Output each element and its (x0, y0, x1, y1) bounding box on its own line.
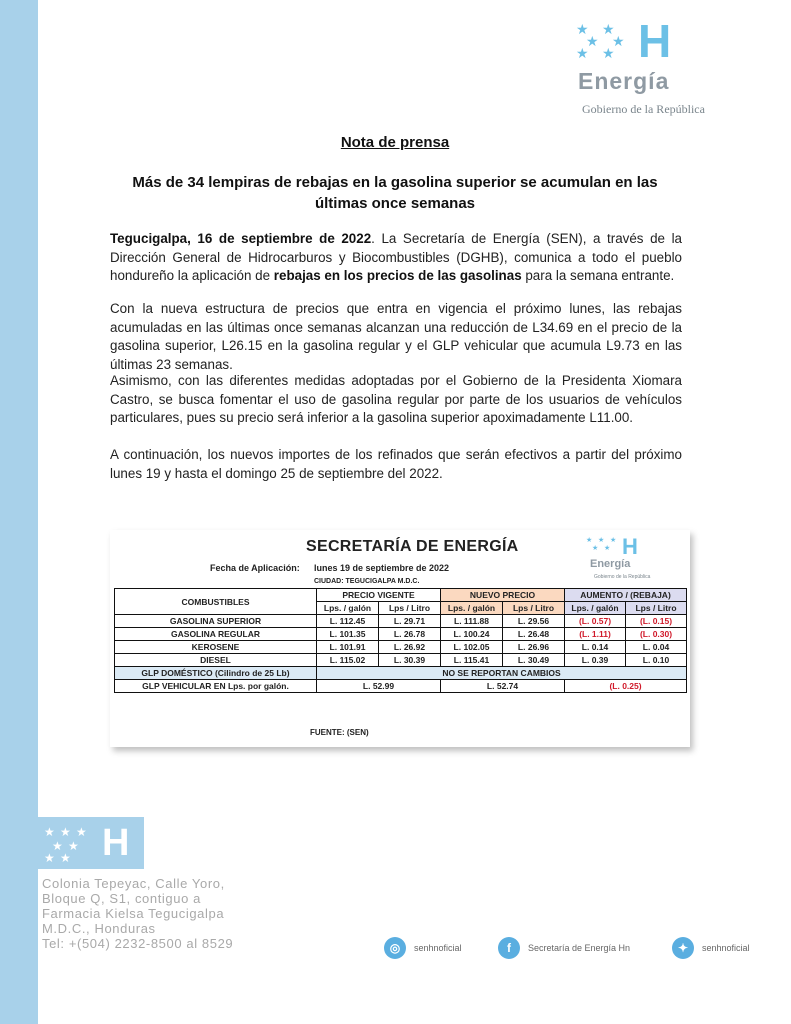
glp-domestico-label: GLP DOMÉSTICO (Cilindro de 25 Lb) (115, 667, 317, 680)
change-cell: (L. 0.30) (626, 628, 687, 641)
footer-logo-letter: H (102, 822, 130, 864)
facebook-link[interactable] (498, 937, 630, 959)
change-cell: (L. 1.11) (565, 628, 626, 641)
glp-current-price: L. 52.99 (317, 680, 441, 693)
date-label: Fecha de Aplicación: (210, 563, 300, 573)
paragraph-1 (110, 230, 682, 286)
price-cell: L. 26.48 (503, 628, 565, 641)
paragraph-4: A continuación, los nuevos importes de los refinados que serán efectivos a partir del próximo lunes 19 y hasta el domingo 25 de septiembre del 2022. (110, 447, 682, 481)
change-cell: L. 0.04 (626, 641, 687, 654)
group-new: NUEVO PRECIO (441, 589, 565, 602)
facebook-icon: f (498, 937, 520, 959)
fuel-name: GASOLINA REGULAR (115, 628, 317, 641)
footer-logo: ★ ★ ★ ★ ★ ★ ★ H (38, 817, 144, 869)
price-cell: L. 30.49 (503, 654, 565, 667)
price-cell: L. 111.88 (441, 615, 503, 628)
press-headline: Más de 34 lempiras de rebajas en la gasolina superior se acumulan en las últimas once semanas (132, 174, 658, 212)
group-change: AUMENTO / (REBAJA) (565, 589, 687, 602)
glp-change: (L. 0.25) (565, 680, 687, 693)
table-logo-letter: H (622, 534, 638, 559)
price-cell: L. 29.71 (379, 615, 441, 628)
energia-logo (572, 15, 732, 118)
change-cell: L. 0.14 (565, 641, 626, 654)
price-cell: L. 26.78 (379, 628, 441, 641)
sub-header: Lps / Litro (626, 602, 687, 615)
stars-icon: ★ ★ ★ ★ ★ ★ (576, 21, 625, 61)
instagram-handle: senhnoficial (414, 943, 462, 953)
table-row-glp-vehicular (115, 680, 687, 693)
table-row (115, 641, 687, 654)
price-cell: L. 100.24 (441, 628, 503, 641)
logo-subtitle: Gobierno de la República (582, 102, 705, 116)
paragraph-3: Asimismo, con las diferentes medidas adoptadas por el Gobierno de la Presidenta Xiomara Castro, se busca fomentar el uso de gasolina regular por parte de los usuarios de vehículos particulares, pues su precio será inferior a la gasolina superior apoximadamente L11.00. (110, 373, 682, 426)
price-cell: L. 29.56 (503, 615, 565, 628)
address-line: Bloque Q, S1, contiguo a (42, 891, 201, 906)
price-cell: L. 26.92 (379, 641, 441, 654)
twitter-icon: ✦ (672, 937, 694, 959)
change-cell: (L. 0.57) (565, 615, 626, 628)
instagram-link[interactable] (384, 937, 462, 959)
change-cell: (L. 0.15) (626, 615, 687, 628)
sub-header: Lps / Litro (503, 602, 565, 615)
price-cell: L. 26.96 (503, 641, 565, 654)
price-cell: L. 115.41 (441, 654, 503, 667)
price-table (114, 588, 687, 693)
date-value: lunes 19 de septiembre de 2022 (314, 563, 450, 573)
table-row (115, 615, 687, 628)
address-line: Farmacia Kielsa Tegucigalpa (42, 906, 225, 921)
table-logo-name: Energía (590, 558, 631, 570)
price-cell: L. 112.45 (317, 615, 379, 628)
change-cell: L. 0.39 (565, 654, 626, 667)
sub-header: Lps. / galón (441, 602, 503, 615)
instagram-icon: ◎ (384, 937, 406, 959)
table-logo-subtitle: Gobierno de la República (594, 574, 651, 580)
table-source: FUENTE: (SEN) (310, 728, 369, 737)
price-table-card (110, 530, 690, 747)
table-logo: ★ ★ ★ ★ ★ H Energía Gobierno de la República (586, 534, 651, 580)
dateline: Tegucigalpa, 16 de septiembre de 2022 (110, 231, 372, 246)
group-current: PRECIO VIGENTE (317, 589, 441, 602)
paragraph-2: Con la nueva estructura de precios que entra en vigencia el próximo lunes, las rebajas acumuladas en las últimas once semanas alcanzan una reducción de L34.69 en el precio de la gasolina superior, L26.15 en la gasolina regular y el GLP vehicular que acumula L9.73 en las últimas 23 semanas. (110, 301, 682, 372)
combustibles-header: COMBUSTIBLES (115, 589, 317, 615)
fuel-name: DIESEL (115, 654, 317, 667)
price-cell: L. 115.02 (317, 654, 379, 667)
twitter-link[interactable] (672, 937, 750, 959)
fuel-name: KEROSENE (115, 641, 317, 654)
twitter-handle: senhnoficial (702, 943, 750, 953)
facebook-handle: Secretaría de Energía Hn (528, 943, 631, 953)
table-row (115, 628, 687, 641)
sub-header: Lps. / galón (565, 602, 626, 615)
sub-header: Lps / Litro (379, 602, 441, 615)
logo-letter: H (638, 15, 672, 67)
p1-emphasis: rebajas en los precios de las gasolinas (273, 268, 522, 284)
price-cell: L. 101.91 (317, 641, 379, 654)
logo-name: Energía (578, 68, 670, 94)
p1-end: para la semana entrante. (521, 268, 675, 284)
fuel-name: GASOLINA SUPERIOR (115, 615, 317, 628)
address-line: Colonia Tepeyac, Calle Yoro, (42, 876, 225, 891)
press-kicker: Nota de prensa (340, 134, 450, 151)
p1-text: . La Secretaría de Energía (SEN), a través de la Dirección General de Hidrocarburos y Biocombustibles (DGHB), comunica a todo el pueblo hondureño la aplicación de (110, 231, 682, 284)
address-line: Tel: +(504) 2232-8500 al 8529 (42, 936, 234, 951)
table-row-glp-domestico (115, 667, 687, 680)
footer-address (42, 876, 233, 951)
price-cell: L. 102.05 (441, 641, 503, 654)
glp-new-price: L. 52.74 (441, 680, 565, 693)
left-sidebar-band (0, 0, 38, 1024)
price-cell: L. 30.39 (379, 654, 441, 667)
address-line: M.D.C., Honduras (42, 921, 156, 936)
table-row (115, 654, 687, 667)
table-title: SECRETARÍA DE ENERGÍA (306, 538, 519, 555)
change-cell: L. 0.10 (626, 654, 687, 667)
sub-header: Lps. / galón (317, 602, 379, 615)
no-change-notice: NO SE REPORTAN CAMBIOS (317, 667, 687, 680)
price-cell: L. 101.35 (317, 628, 379, 641)
city-label: CIUDAD: TEGUCIGALPA M.D.C. (314, 578, 420, 585)
glp-vehicular-label: GLP VEHICULAR EN Lps. por galón. (115, 680, 317, 693)
